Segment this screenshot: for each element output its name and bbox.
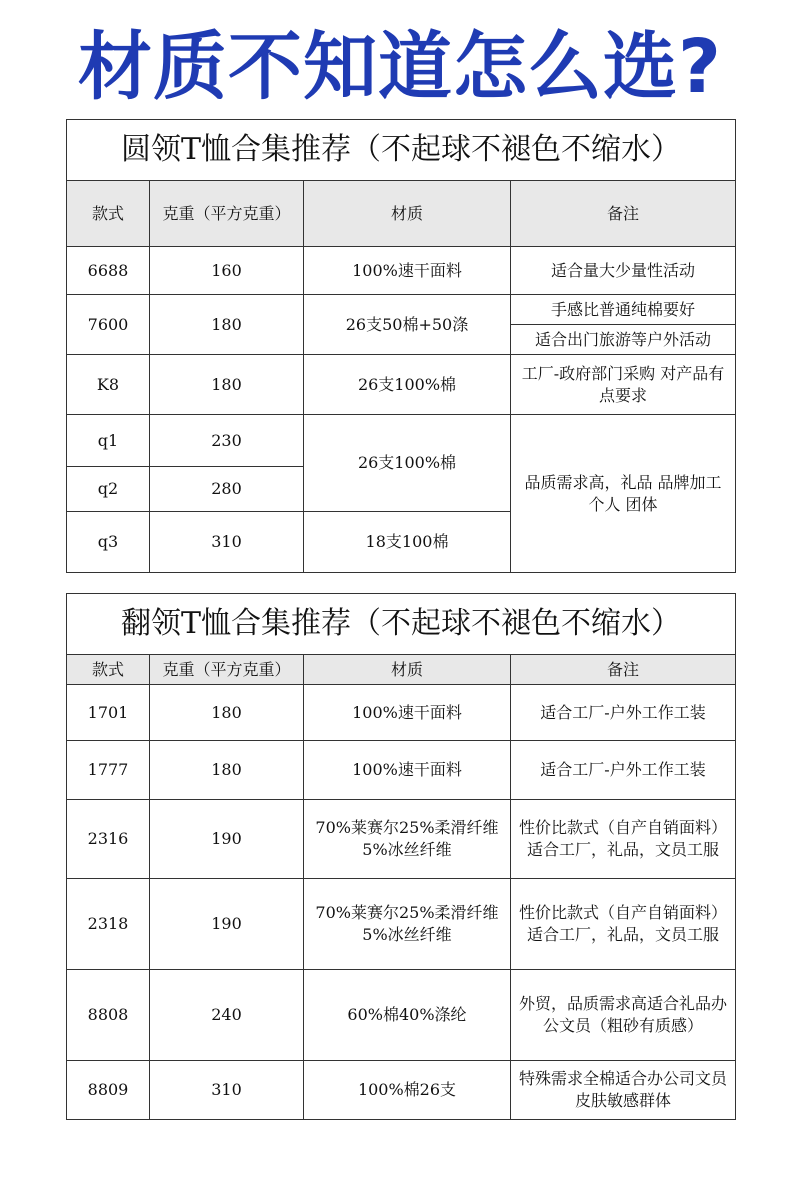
cell-style: 7600 <box>67 295 150 355</box>
table-row <box>67 415 736 467</box>
polo-table <box>66 593 736 1120</box>
table-row <box>67 879 736 970</box>
cell-material: 18支100棉 <box>304 512 511 573</box>
table-row <box>67 247 736 295</box>
cell-note: 适合出门旅游等户外活动 <box>511 325 736 355</box>
cell-weight: 180 <box>150 741 304 800</box>
cell-material: 100%速干面料 <box>304 741 511 800</box>
header-weight: 克重（平方克重） <box>150 181 304 247</box>
header-note: 备注 <box>511 655 736 685</box>
cell-style: 2318 <box>67 879 150 970</box>
cell-weight: 280 <box>150 467 304 512</box>
cell-weight: 230 <box>150 415 304 467</box>
cell-style: 6688 <box>67 247 150 295</box>
cell-weight: 180 <box>150 355 304 415</box>
cell-note: 适合量大少量性活动 <box>511 247 736 295</box>
cell-material: 100%速干面料 <box>304 685 511 741</box>
cell-note: 适合工厂-户外工作工装 <box>511 741 736 800</box>
header-style: 款式 <box>67 181 150 247</box>
table-row <box>67 970 736 1061</box>
cell-weight: 180 <box>150 685 304 741</box>
header-style: 款式 <box>67 655 150 685</box>
cell-style: 1701 <box>67 685 150 741</box>
cell-weight: 190 <box>150 879 304 970</box>
header-weight: 克重（平方克重） <box>150 655 304 685</box>
table-row <box>67 295 736 325</box>
table-row <box>67 800 736 879</box>
cell-note: 特殊需求全棉适合办公司文员皮肤敏感群体 <box>511 1061 736 1120</box>
cell-weight: 240 <box>150 970 304 1061</box>
page-title: 材质不知道怎么选? <box>78 24 722 110</box>
cell-style: K8 <box>67 355 150 415</box>
cell-material: 100%速干面料 <box>304 247 511 295</box>
cell-style: q1 <box>67 415 150 467</box>
cell-note: 手感比普通纯棉要好 <box>511 295 736 325</box>
cell-note: 性价比款式（自产自销面料）适合工厂，礼品，文员工服 <box>511 800 736 879</box>
cell-style: q2 <box>67 467 150 512</box>
table-row <box>67 741 736 800</box>
cell-weight: 160 <box>150 247 304 295</box>
cell-style: 1777 <box>67 741 150 800</box>
table-row <box>67 355 736 415</box>
cell-weight: 310 <box>150 512 304 573</box>
cell-material: 100%棉26支 <box>304 1061 511 1120</box>
cell-style: 2316 <box>67 800 150 879</box>
header-note: 备注 <box>511 181 736 247</box>
cell-weight: 310 <box>150 1061 304 1120</box>
table-row <box>67 685 736 741</box>
cell-weight: 180 <box>150 295 304 355</box>
table-title: 圆领T恤合集推荐（不起球不褪色不缩水） <box>67 120 736 181</box>
header-material: 材质 <box>304 181 511 247</box>
cell-material: 26支50棉+50涤 <box>304 295 511 355</box>
round-neck-table <box>66 119 736 573</box>
table-row <box>67 1061 736 1120</box>
cell-material: 70%莱赛尔25%柔滑纤维5%冰丝纤维 <box>304 879 511 970</box>
cell-material: 70%莱赛尔25%柔滑纤维5%冰丝纤维 <box>304 800 511 879</box>
cell-note: 品质需求高，礼品 品牌加工 个人 团体 <box>511 415 736 573</box>
cell-material: 26支100%棉 <box>304 355 511 415</box>
header-material: 材质 <box>304 655 511 685</box>
cell-material: 60%棉40%涤纶 <box>304 970 511 1061</box>
cell-style: 8808 <box>67 970 150 1061</box>
cell-style: q3 <box>67 512 150 573</box>
cell-style: 8809 <box>67 1061 150 1120</box>
cell-weight: 190 <box>150 800 304 879</box>
cell-material: 26支100%棉 <box>304 415 511 512</box>
cell-note: 工厂-政府部门采购 对产品有点要求 <box>511 355 736 415</box>
cell-note: 性价比款式（自产自销面料）适合工厂，礼品，文员工服 <box>511 879 736 970</box>
table-title: 翻领T恤合集推荐（不起球不褪色不缩水） <box>67 594 736 655</box>
cell-note: 适合工厂-户外工作工装 <box>511 685 736 741</box>
cell-note: 外贸，品质需求高适合礼品办公文员（粗砂有质感） <box>511 970 736 1061</box>
